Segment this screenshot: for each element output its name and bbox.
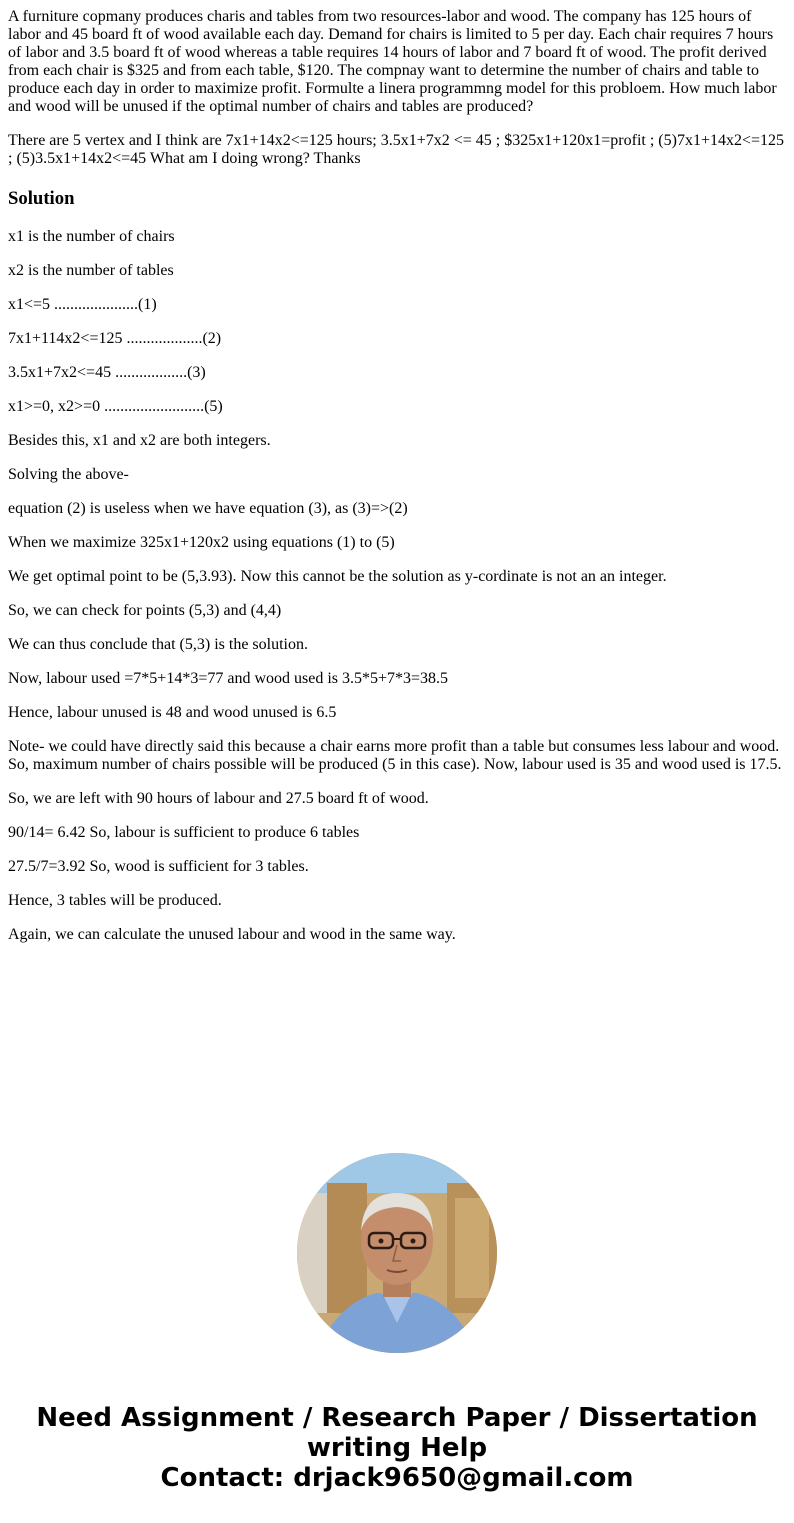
solution-line: When we maximize 325x1+120x2 using equations (1) to (5) bbox=[8, 534, 395, 551]
question-followup: There are 5 vertex and I think are 7x1+14x2<=125 hours; 3.5x1+7x2 <= 45 ; $325x1+120x1=profit ; (5)7x1+14x2<=125 ; (5)3.5x1+14x2<=45 What am I doing wrong? Thanks bbox=[8, 132, 785, 167]
solution-line: Besides this, x1 and x2 are both integers. bbox=[8, 432, 271, 449]
solution-line: x1>=0, x2>=0 .........................(5) bbox=[8, 398, 223, 415]
solution-line: x1<=5 .....................(1) bbox=[8, 296, 157, 313]
promo-banner bbox=[0, 1403, 794, 1493]
promo-line: Need Assignment / Research Paper / Dissertation bbox=[36, 1403, 758, 1433]
solution-line: x2 is the number of tables bbox=[8, 262, 174, 279]
solution-line: x1 is the number of chairs bbox=[8, 228, 175, 245]
solution-line: We can thus conclude that (5,3) is the solution. bbox=[8, 636, 308, 653]
document-body bbox=[8, 8, 786, 960]
author-photo bbox=[297, 1153, 497, 1353]
solution-line: Note- we could have directly said this because a chair earns more profit than a table but consumes less labour and wood. So, maximum number of chairs possible will be produced (5 in this case). Now, labour used is 35 and wood used is 17.5. bbox=[8, 738, 782, 773]
solution-line: So, we are left with 90 hours of labour and 27.5 board ft of wood. bbox=[8, 790, 429, 807]
solution-line: 3.5x1+7x2<=45 ..................(3) bbox=[8, 364, 206, 381]
question-paragraph: A furniture copmany produces charis and tables from two resources-labor and wood. The company has 125 hours of labor and 45 board ft of wood available each day. Demand for chairs is limited to 5 per day. Each chair requires 7 hours of labor and 3.5 board ft of wood whereas a table requires 14 hours of labor and 7 board ft of wood. The profit derived from each chair is $325 and from each table, $120. The compnay want to determine the number of chairs and table to produce each day in order to maximize profit. Formulte a linera programmng model for this probloem. How much labor and wood will be unused if the optimal number of chairs and tables are produced? bbox=[8, 8, 777, 115]
solution-line: We get optimal point to be (5,3.93). Now this cannot be the solution as y-cordinate is not an an integer. bbox=[8, 568, 667, 585]
promo-line: writing Help bbox=[306, 1433, 488, 1463]
solution-heading: Solution bbox=[8, 188, 75, 209]
promo-contact: Contact: drjack9650@gmail.com bbox=[160, 1463, 634, 1493]
solution-line: 7x1+114x2<=125 ...................(2) bbox=[8, 330, 222, 347]
solution-body bbox=[8, 228, 786, 944]
solution-line: equation (2) is useless when we have equation (3), as (3)=>(2) bbox=[8, 500, 408, 517]
solution-line: So, we can check for points (5,3) and (4,4) bbox=[8, 602, 282, 619]
solution-line: Hence, labour unused is 48 and wood unused is 6.5 bbox=[8, 704, 337, 721]
solution-line: Solving the above- bbox=[8, 466, 129, 483]
solution-line: Now, labour used =7*5+14*3=77 and wood used is 3.5*5+7*3=38.5 bbox=[8, 670, 449, 687]
person-portrait-icon bbox=[297, 1153, 497, 1353]
solution-line: Again, we can calculate the unused labour and wood in the same way. bbox=[8, 926, 456, 943]
solution-line: 90/14= 6.42 So, labour is sufficient to produce 6 tables bbox=[8, 824, 360, 841]
solution-line: 27.5/7=3.92 So, wood is sufficient for 3 tables. bbox=[8, 858, 309, 875]
solution-line: Hence, 3 tables will be produced. bbox=[8, 892, 222, 909]
